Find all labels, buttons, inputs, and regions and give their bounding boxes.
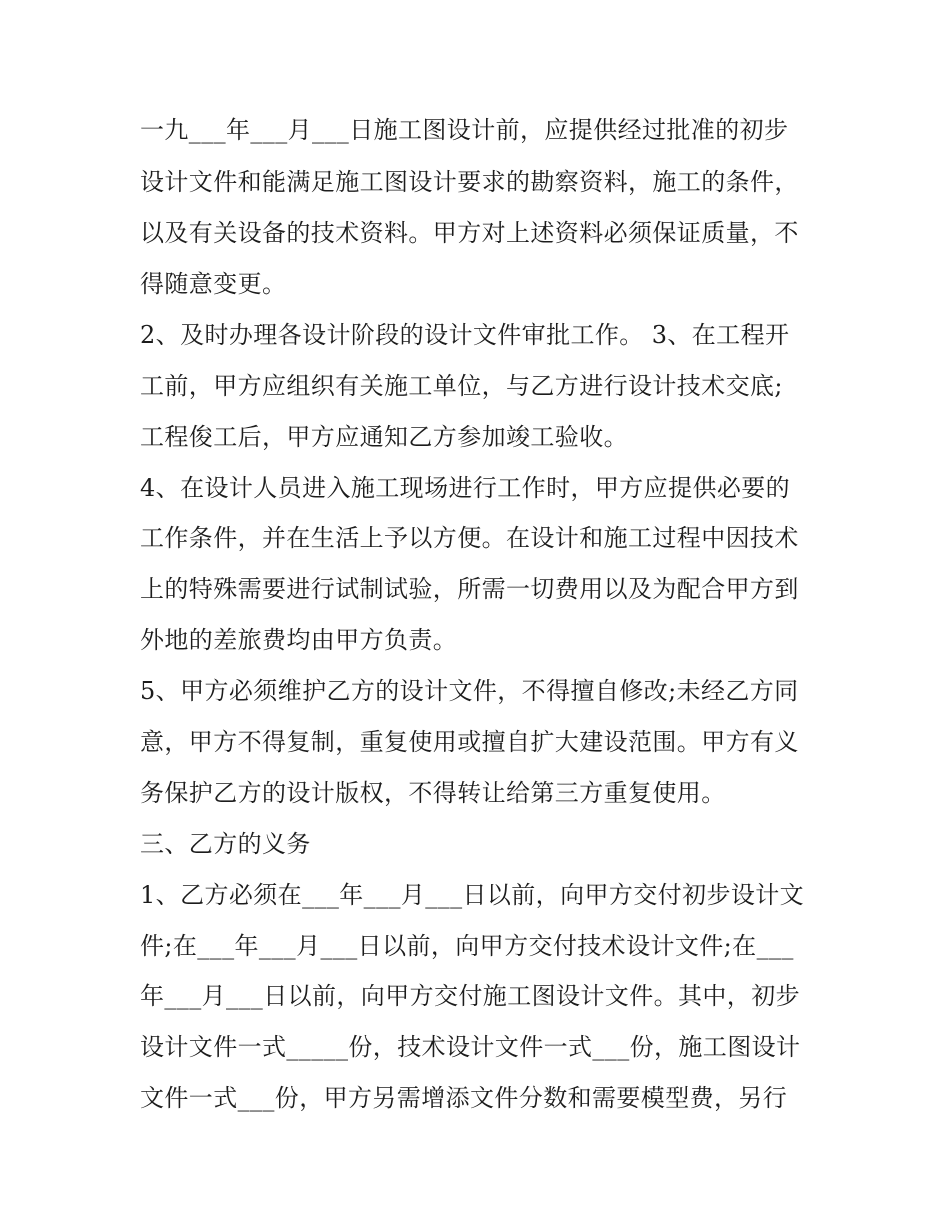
paragraph-line: 工前，甲方应组织有关施工单位，与乙方进行设计技术交底; [140,372,783,400]
paragraph-line: 年___月___日以前，向甲方交付施工图设计文件。其中，初步 [140,982,800,1010]
paragraph-line: 务保护乙方的设计版权，不得转让给第三方重复使用。 [140,779,726,807]
paragraph-line: 文件一式___份，甲方另需增添文件分数和需要模型费，另行 [140,1084,788,1112]
paragraph-line: 5、甲方必须维护乙方的设计文件，不得擅自修改;未经乙方同 [140,677,799,705]
section-heading: 三、乙方的义务 [140,830,311,858]
paragraph-line: 设计文件一式_____份，技术设计文件一式___份，施工图设计 [140,1033,801,1061]
paragraph-line: 上的特殊需要进行试制试验，所需一切费用以及为配合甲方到 [140,575,799,603]
paragraph-line: 件;在___年___月___日以前，向甲方交付技术设计文件;在___ [140,932,794,960]
paragraph-line: 一九___年___月___日施工图设计前，应提供经过批准的初步 [140,116,789,144]
paragraph-line: 设计文件和能满足施工图设计要求的勘察资料，施工的条件， [140,168,799,196]
paragraph-line: 外地的差旅费均由甲方负责。 [140,626,458,654]
paragraph-line: 意，甲方不得复制，重复使用或擅自扩大建设范围。甲方有义 [140,728,799,756]
paragraph-line: 工作条件，并在生活上予以方便。在设计和施工过程中因技术 [140,524,799,552]
paragraph-line: 2、及时办理各设计阶段的设计文件审批工作。 3、在工程开 [140,321,790,349]
paragraph-line: 工程俊工后，甲方应通知乙方参加竣工验收。 [140,423,628,451]
paragraph-line: 4、在设计人员进入施工现场进行工作时，甲方应提供必要的 [140,474,791,502]
paragraph-line: 1、乙方必须在___年___月___日以前，向甲方交付初步设计文 [140,881,805,909]
paragraph-line: 以及有关设备的技术资料。甲方对上述资料必须保证质量，不 [140,219,799,247]
paragraph-line: 得随意变更。 [140,270,287,298]
